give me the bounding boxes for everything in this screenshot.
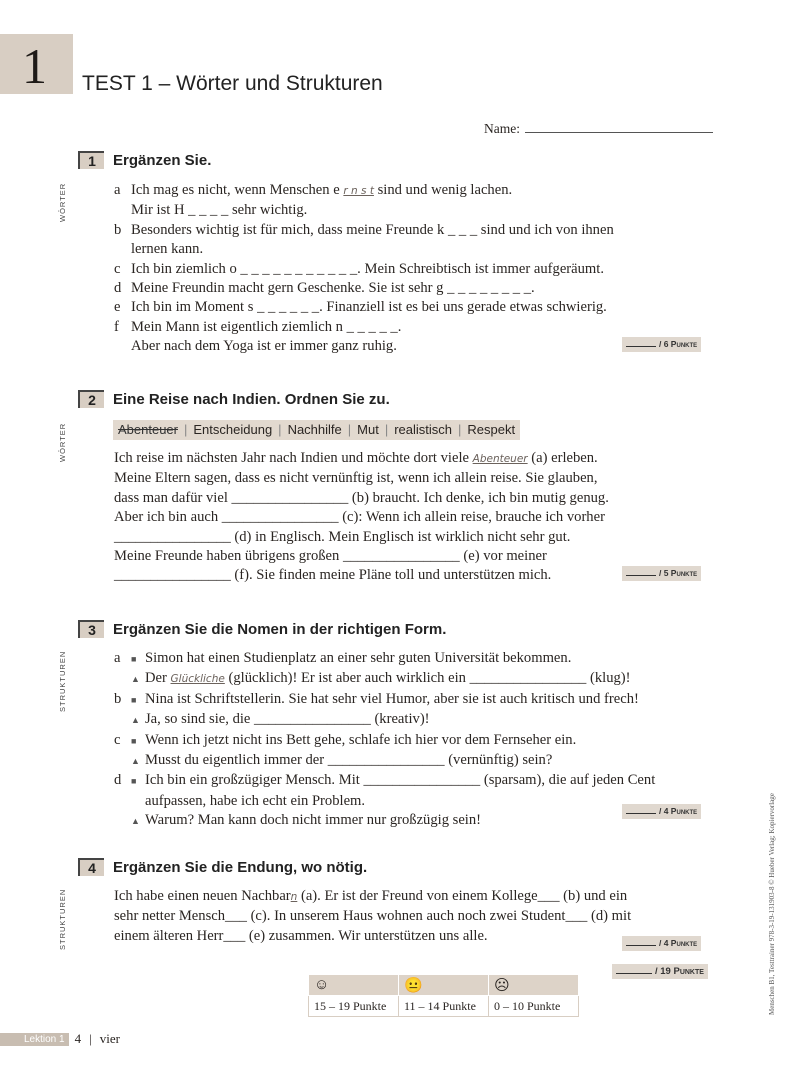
exercise-number: 2 [78,390,104,408]
exercise-3-heading [78,620,446,638]
text-line: dass man dafür viel ________________ (b) braucht. Ich denke, ich bin mutig genug. [114,489,609,506]
text-line: Meine Eltern sagen, dass es nicht vernünftig ist, wenn ich allein reise. Sie glauben, [114,470,598,487]
exercise-title: Ergänzen Sie die Nomen in der richtigen Form. [113,620,447,638]
item-text: Wenn ich jetzt nicht ins Bett gehe, schlafe ich hier vor dem Fernseher ein. [145,731,577,748]
exercise-number: 4 [78,858,104,876]
points-label: / 5 Punkte [659,568,698,578]
side-label-strukturen: STRUKTUREN [58,650,67,712]
name-field[interactable] [484,121,713,137]
text-line: (a) erleben. [527,450,598,466]
text-line: sehr netter Mensch___ (c). In unserem Haus wohnen auch noch zwei Student___ (d) mit [114,908,632,925]
points-label: / 4 Punkte [659,938,698,948]
item-text: Ich bin im Moment s _ _ _ _ _ _. Finanziell ist es bei uns gerade etwas schwierig. [131,299,607,316]
item-letter: e [114,299,121,316]
word-bank-item: realistisch [394,422,453,437]
square-bullet-icon: ■ [131,776,137,787]
text-line: Ich habe einen neuen Nachbar [114,888,291,904]
word-bank-item: Nachhilfe [287,422,342,437]
rating-range: 15 – 19 Punkte [309,996,399,1017]
exercise-3-items [114,649,655,832]
item-letter: b [114,690,122,707]
item-text: Warum? Man kann doch nicht immer nur großzügig sein! [145,812,482,829]
points-box[interactable] [622,337,701,352]
item-letter: d [114,772,122,789]
text-line: Meine Freunde haben übrigens großen ________________ (e) vor meiner [114,548,547,565]
text-line: Aber ich bin auch ________________ (c): Wenn ich allein reise, brauche ich vorher [114,509,605,526]
rating-range: 0 – 10 Punkte [489,996,579,1017]
item-text: Nina ist Schriftstellerin. Sie hat sehr viel Humor, aber sie ist auch kritisch und frech! [145,690,639,707]
item-letter: b [114,221,122,238]
square-bullet-icon: ■ [131,694,137,705]
item-text: lernen kann. [131,241,204,258]
smiley-neutral-icon: 😐 [399,975,489,996]
points-box[interactable] [622,936,701,951]
item-text: Mir ist H _ _ _ _ sehr wichtig. [131,202,308,219]
square-bullet-icon: ■ [131,735,137,746]
word-bank-item: Entscheidung [193,422,273,437]
page-word: vier [99,1031,120,1046]
exercise-1-items [114,181,614,357]
smiley-sad-icon: ☹ [489,975,579,996]
page-number: 4 [74,1031,82,1046]
total-points-box[interactable] [612,964,708,979]
exercise-number: 3 [78,620,104,638]
item-text: Ich bin ziemlich o _ _ _ _ _ _ _ _ _ _ _. Mein Schreibtisch ist immer aufgeräumt. [131,260,604,277]
exercise-2-heading [78,390,390,408]
item-letter: c [114,731,121,748]
triangle-bullet-icon: ▲ [131,816,140,827]
exercise-1-heading [78,151,211,169]
item-letter: f [114,318,119,335]
side-label-strukturen: STRUKTUREN [58,888,67,950]
exercise-title: Ergänzen Sie die Endung, wo nötig. [113,858,368,876]
text-line: einem älteren Herr___ (e) zusammen. Wir unterstützen uns alle. [114,927,488,944]
points-label: / 4 Punkte [659,806,698,816]
footer [0,1031,120,1047]
side-label-woerter: WÖRTER [58,182,67,222]
triangle-bullet-icon: ▲ [131,715,140,726]
copyright-notice: Menschen B1, Testtrainer 978-3-19-131903-8 © Hueber Verlag; Kopiervorlage [768,793,776,1015]
exercise-title: Ergänzen Sie. [113,151,212,169]
handwritten-answer: Abenteuer [472,453,528,465]
item-text: Der [145,670,171,687]
item-text: Aber nach dem Yoga ist er immer ganz ruhig. [131,338,397,355]
word-bank-item-used: Abenteuer [118,422,178,437]
exercise-2-text [114,449,609,586]
handwritten-answer: Glückliche [170,673,225,686]
triangle-bullet-icon: ▲ [131,756,140,767]
item-text: Ich mag es nicht, wenn Menschen e [131,182,340,198]
separator: | [89,1031,92,1046]
square-bullet-icon: ■ [131,654,137,664]
total-points-label: / 19 Punkte [655,966,704,977]
handwritten-answer: n [290,891,298,903]
lesson-number-box [0,34,73,94]
item-text: (glücklich)! Er ist aber auch wirklich ein ________________ (klug)! [224,670,631,687]
lesson-number: 1 [22,38,47,94]
name-line[interactable] [525,121,713,133]
page-title: TEST 1 – Wörter und Strukturen [82,72,383,95]
name-label: Name: [484,121,520,136]
side-label-woerter: WÖRTER [58,422,67,462]
smiley-happy-icon: ☺ [309,975,399,996]
text-line: (a). Er ist der Freund von einem Kollege___ (b) und ein [297,888,628,904]
rating-range: 11 – 14 Punkte [399,996,489,1017]
text-line: Ich reise im nächsten Jahr nach Indien und möchte dort viele [114,450,473,466]
item-text: Mein Mann ist eigentlich ziemlich n _ _ _ _ _. [131,318,402,335]
item-text: Ja, so sind sie, die ________________ (kreativ)! [145,711,430,728]
points-label: / 6 Punkte [659,339,698,349]
text-line: ________________ (f). Sie finden meine Pläne toll und unterstützen mich. [114,567,552,584]
item-text: sind und wenig lachen. [373,182,513,198]
item-letter: a [114,182,121,198]
exercise-4-heading [78,858,367,876]
exercise-4-text [114,887,631,946]
item-text: Besonders wichtig ist für mich, dass meine Freunde k _ _ _ sind und ich von ihnen [131,221,614,238]
triangle-bullet-icon: ▲ [131,674,140,685]
item-letter: d [114,280,122,297]
lesson-tab: Lektion 1 [0,1033,69,1046]
rating-table [308,974,579,1017]
points-box[interactable] [622,566,701,581]
item-text: aufpassen, habe ich echt ein Problem. [145,792,366,809]
item-text: Meine Freundin macht gern Geschenke. Sie ist sehr g _ _ _ _ _ _ _ _. [131,280,535,297]
text-line: ________________ (d) in Englisch. Mein Englisch ist wirklich nicht sehr gut. [114,528,571,545]
word-bank: Abenteuer | Entscheidung | Nachhilfe | Mut | realistisch | Respekt [113,420,520,440]
word-bank-item: Respekt [467,422,516,437]
exercise-title: Eine Reise nach Indien. Ordnen Sie zu. [113,390,390,408]
exercise-number: 1 [78,151,104,169]
word-bank-item: Mut [357,422,379,437]
handwritten-answer: r n s t [343,185,374,197]
item-text: Simon hat einen Studienplatz an einer sehr guten Universität bekommen. [145,650,572,666]
item-letter: a [114,650,121,666]
item-text: Ich bin ein großzügiger Mensch. Mit ________________ (sparsam), die auf jeden Cent [145,772,656,789]
points-box[interactable] [622,804,701,819]
item-text: Musst du eigentlich immer der ________________ (vernünftig) sein? [145,752,553,769]
item-letter: c [114,260,121,277]
